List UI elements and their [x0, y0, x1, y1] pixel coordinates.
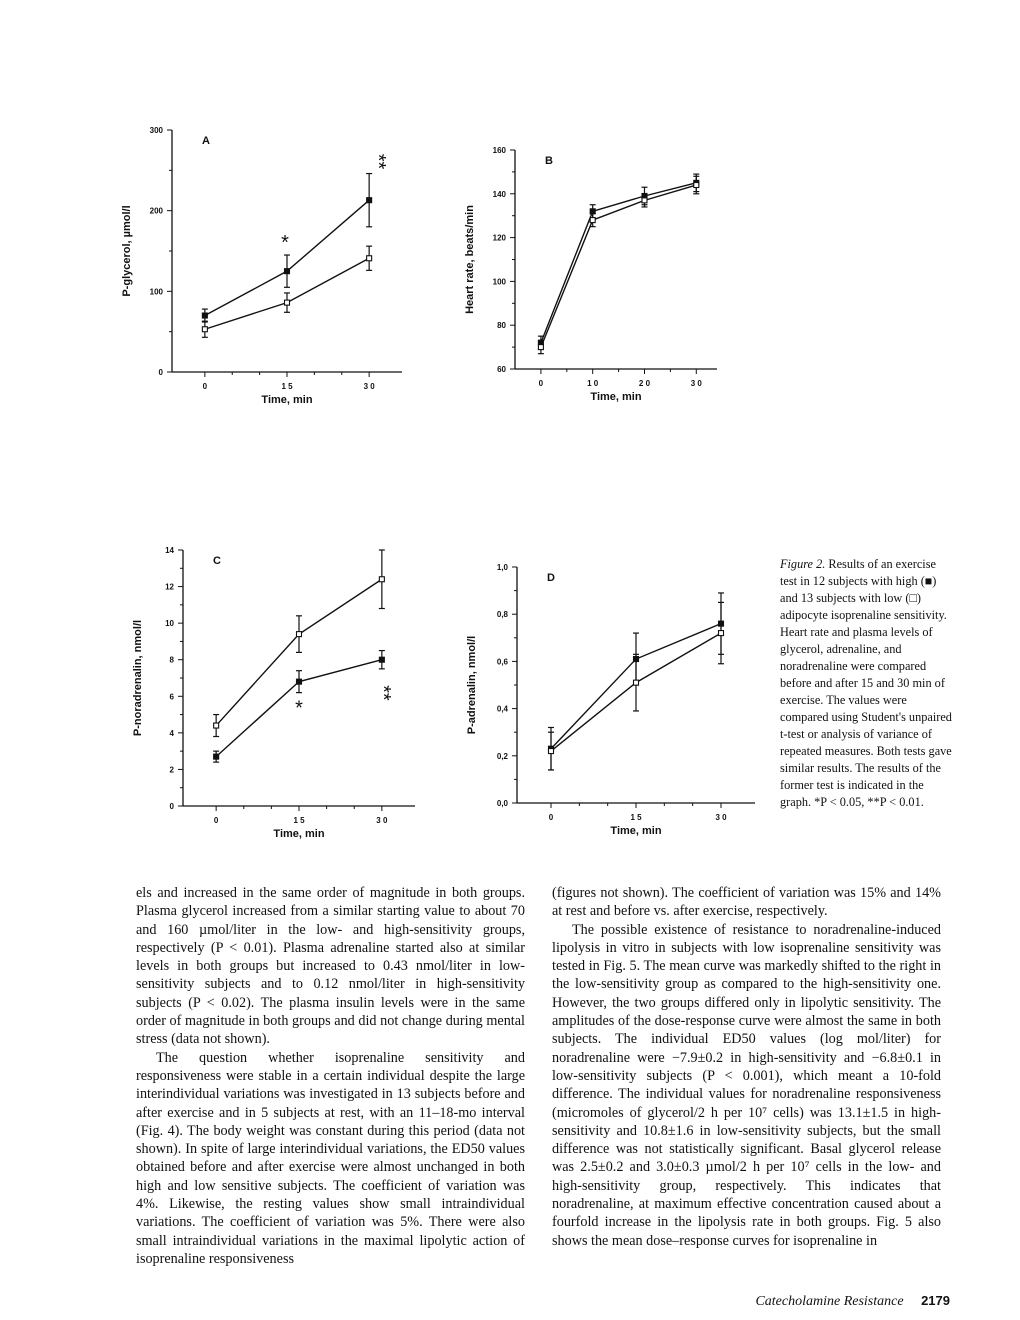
x-axis-title: Time, min: [273, 828, 325, 840]
y-tick-label: 4: [169, 728, 174, 738]
x-tick-label: 1 5: [281, 382, 293, 391]
x-tick-label: 3 0: [690, 379, 702, 388]
x-tick-label: 0: [202, 382, 208, 391]
data-point-open: [367, 256, 372, 261]
chart-b-svg: [445, 135, 735, 405]
data-point-open: [694, 183, 699, 188]
x-tick-label: 1 0: [587, 379, 599, 388]
panel-letter: A: [202, 135, 210, 147]
data-point-open: [202, 327, 207, 332]
data-point-open: [634, 680, 639, 685]
figure-caption: [780, 556, 952, 811]
y-tick-label: 0: [169, 802, 174, 811]
panel-letter: D: [547, 572, 555, 584]
y-tick-label: 6: [169, 692, 174, 702]
figure-caption-text: Results of an exercise test in 12 subjects with high (■) and 13 subjects with low (□) adipocyte isoprenaline sensitivity. Heart rate and plasma levels of glycerol, adrenaline, and noradrenaline were compared before and after 15 and 30 min of exercise. The values were compared using Student's unpaired t-test or analysis of variance of repeated measures. Both tests gave similar results. The results of the former test is indicated in the graph. *P < 0.05, **P < 0.01.: [780, 557, 952, 809]
x-tick-label: 3 0: [363, 382, 375, 391]
x-tick-label: 2 0: [638, 379, 651, 388]
significance-marker: *: [295, 697, 303, 720]
chart-panel-a: [100, 120, 420, 410]
y-tick-label: 140: [492, 189, 506, 199]
y-tick-label: 200: [149, 206, 163, 216]
y-tick-label: 160: [492, 146, 506, 155]
x-tick-label: 1 5: [293, 816, 305, 825]
data-point-open: [379, 577, 384, 582]
y-tick-label: 100: [492, 277, 506, 287]
panel-letter: C: [213, 555, 221, 567]
chart-panel-d: [455, 545, 775, 845]
data-point-open: [719, 631, 724, 636]
data-point-filled: [367, 198, 372, 203]
x-axis-title: Time, min: [261, 394, 313, 406]
y-tick-label: 1,0: [496, 563, 508, 572]
page-number: 2179: [921, 1293, 950, 1308]
page-footer: [600, 1293, 950, 1310]
y-tick-label: 100: [149, 287, 163, 297]
chart-a-svg: [100, 120, 420, 410]
data-point-filled: [285, 269, 290, 274]
chart-panel-b: [445, 135, 735, 405]
y-tick-label: 0,0: [496, 799, 508, 808]
data-point-open: [285, 300, 290, 305]
body-paragraph: (figures not shown). The coefficient of variation was 15% and 14% at rest and before vs. after exercise, respectively.: [552, 885, 941, 920]
x-tick-label: 0: [538, 379, 544, 388]
y-tick-label: 80: [497, 321, 506, 331]
data-point-open: [538, 345, 543, 350]
series-line-high-sensitivity: [541, 183, 696, 343]
y-tick-label: 0,6: [496, 657, 508, 667]
figure-caption-label: Figure 2.: [780, 557, 826, 571]
data-point-open: [297, 632, 302, 637]
significance-marker: **: [367, 153, 390, 170]
x-tick-label: 3 0: [715, 813, 727, 822]
y-tick-label: 10: [165, 619, 174, 629]
body-paragraph: The question whether isoprenaline sensitivity and responsiveness were stable in a certain individual despite the large interindividual variations was investigated in 13 subjects before and after exercise and in 5 subjects at rest, with an 11–18-mo interval (Fig. 4). The body weight was constant during this period (data not shown). In spite of large interindividual variations, the ED50 values obtained before and after exercise were almost unchanged in both high and low sensitive subjects. The coefficient of variation was 4%. Likewise, the resting values show small intraindividual variations. The coefficient of variation was 5%. There were also small intraindividual variations in the maximal lipolytic action of isoprenaline responsiveness: [136, 1049, 525, 1267]
y-tick-label: 12: [165, 582, 174, 592]
x-axis-title: Time, min: [590, 391, 642, 403]
data-point-filled: [297, 679, 302, 684]
body-column-left: [136, 884, 525, 1268]
y-tick-label: 0,4: [496, 704, 508, 714]
significance-marker: **: [371, 685, 394, 701]
data-point-filled: [214, 754, 219, 759]
x-tick-label: 1 5: [630, 813, 642, 822]
data-point-filled: [202, 313, 207, 318]
x-tick-label: 3 0: [376, 816, 388, 825]
y-tick-label: 60: [497, 365, 506, 374]
chart-panel-c: [115, 540, 435, 845]
y-axis-title: P-noradrenalin, nmol/l: [132, 619, 144, 737]
y-axis-title: Heart rate, beats/min: [464, 205, 476, 314]
y-axis-title: P-adrenalin, nmol/l: [466, 635, 478, 735]
data-point-open: [214, 723, 219, 728]
data-point-open: [642, 198, 647, 203]
y-tick-label: 0,2: [496, 751, 508, 761]
significance-marker: *: [281, 232, 289, 255]
x-tick-label: 0: [548, 813, 554, 822]
chart-c-svg: [115, 540, 435, 845]
x-tick-label: 0: [213, 816, 219, 825]
data-point-filled: [379, 657, 384, 662]
y-tick-label: 0: [158, 368, 163, 377]
x-axis-title: Time, min: [610, 825, 662, 837]
y-tick-label: 8: [169, 655, 174, 665]
series-line-low-sensitivity: [541, 185, 696, 347]
y-tick-label: 0,8: [496, 610, 508, 620]
chart-d-svg: [455, 545, 775, 845]
y-tick-label: 14: [165, 546, 174, 555]
body-paragraph: The possible existence of resistance to noradrenaline-induced lipolysis in vitro in subjects with low isoprenaline sensitivity was tested in Fig. 5. The mean curve was markedly shifted to the right in the low-sensitivity group as compared to the high-sensitivity one. However, the two groups differed only in lipolytic sensitivity. The amplitudes of the dose-response curve were almost the same in both subjects. The individual ED50 values (log mol/liter) for noradrenaline were −7.9±0.2 in high-sensitivity and −6.8±0.1 in low-sensitivity subjects (P < 0.001), which meant a 10-fold difference. The individual values for noradrenaline responsiveness (micromoles of glycerol/2 h per 10⁷ cells) was 13.1±1.5 in high-sensitivity and 10.8±1.6 in low-sensitivity subjects, but the small difference was not statistically significant. Basal glycerol release was 2.5±0.2 and 3.0±0.3 µmol/2 h per 10⁷ cells in the low- and high-sensitivity group, respectively. This indicates that noradrenaline, at maximum effective concentration caused about a fourfold increase in the lipolysis rate in both groups. Fig. 5 also shows the mean dose–response curves for isoprenaline in: [552, 921, 941, 1249]
running-title: Catecholamine Resistance: [755, 1294, 904, 1309]
data-point-open: [590, 218, 595, 223]
body-paragraph: els and increased in the same order of magnitude in both groups. Plasma glycerol increased from a similar starting value to about 70 and 160 µmol/liter in the low- and high-sensitivity groups, respectively (P < 0.01). Plasma adrenaline started also at similar levels in both groups but increased to 0.43 nmol/liter in low-sensitivity subjects and to 0.12 nmol/liter in high-sensitivity subjects (P < 0.02). The plasma insulin levels were in the same order of magnitude in both groups and did not change during mental stress (data not shown).: [136, 885, 525, 1048]
data-point-open: [549, 749, 554, 754]
y-axis-title: P-glycerol, µmol/l: [121, 205, 133, 297]
y-tick-label: 120: [492, 233, 506, 243]
y-tick-label: 2: [169, 765, 174, 775]
panel-letter: B: [545, 155, 553, 167]
body-column-right: [552, 884, 941, 1250]
y-tick-label: 300: [149, 126, 163, 135]
